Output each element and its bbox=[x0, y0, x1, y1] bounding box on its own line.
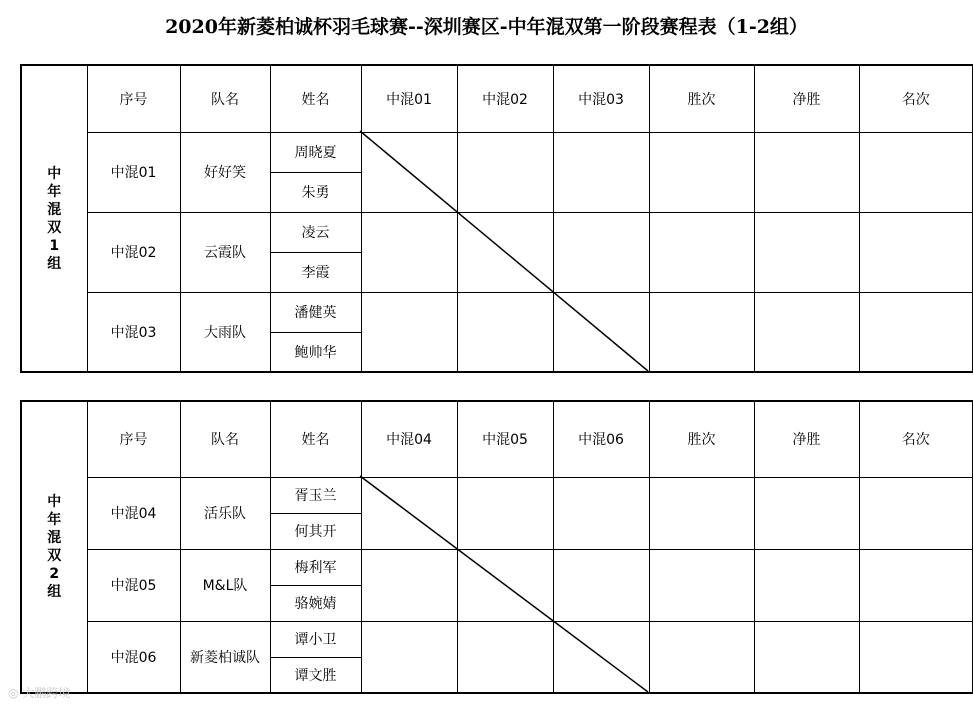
header-wins: 胜次 bbox=[649, 401, 754, 477]
header-rank: 名次 bbox=[859, 65, 973, 132]
net-cell bbox=[754, 132, 859, 212]
player-name: 谭文胜 bbox=[270, 657, 361, 693]
player-name: 凌云 bbox=[270, 212, 361, 252]
header-no: 序号 bbox=[87, 401, 180, 477]
net-cell bbox=[754, 292, 859, 372]
wins-cell bbox=[649, 549, 754, 621]
team-no: 中混05 bbox=[87, 549, 180, 621]
team-no: 中混01 bbox=[87, 132, 180, 212]
score-cell bbox=[553, 477, 649, 549]
rank-cell bbox=[859, 132, 973, 212]
score-cell bbox=[361, 132, 457, 212]
player-name: 朱勇 bbox=[270, 172, 361, 212]
score-cell bbox=[361, 212, 457, 292]
header-opponent-1: 中混01 bbox=[361, 65, 457, 132]
wins-cell bbox=[649, 132, 754, 212]
score-cell bbox=[361, 292, 457, 372]
page-title: 2020年新菱柏诚杯羽毛球赛--深圳赛区-中年混双第一阶段赛程表（1-2组） bbox=[165, 16, 808, 38]
header-opponent-3: 中混03 bbox=[553, 65, 649, 132]
score-cell bbox=[553, 621, 649, 693]
header-team: 队名 bbox=[180, 65, 270, 132]
header-opponent-2: 中混02 bbox=[457, 65, 553, 132]
score-cell bbox=[457, 292, 553, 372]
score-cell bbox=[361, 621, 457, 693]
rank-cell bbox=[859, 621, 973, 693]
team-name: 好好笑 bbox=[180, 132, 270, 212]
wins-cell bbox=[649, 621, 754, 693]
header-team: 队名 bbox=[180, 401, 270, 477]
header-wins: 胜次 bbox=[649, 65, 754, 132]
team-no: 中混06 bbox=[87, 621, 180, 693]
score-cell bbox=[361, 549, 457, 621]
wins-cell bbox=[649, 212, 754, 292]
header-opponent-2: 中混05 bbox=[457, 401, 553, 477]
player-name: 梅利军 bbox=[270, 549, 361, 585]
player-name: 周晓夏 bbox=[270, 132, 361, 172]
header-rank: 名次 bbox=[859, 401, 973, 477]
player-name: 何其开 bbox=[270, 513, 361, 549]
header-no: 序号 bbox=[87, 65, 180, 132]
watermark bbox=[8, 684, 70, 701]
player-name: 李霞 bbox=[270, 252, 361, 292]
rank-cell bbox=[859, 292, 973, 372]
team-name: 云霞队 bbox=[180, 212, 270, 292]
team-no: 中混04 bbox=[87, 477, 180, 549]
score-cell bbox=[457, 621, 553, 693]
score-cell bbox=[553, 292, 649, 372]
score-cell bbox=[553, 212, 649, 292]
team-name: M&L队 bbox=[180, 549, 270, 621]
header-opponent-3: 中混06 bbox=[553, 401, 649, 477]
team-name: 新菱柏诚队 bbox=[180, 621, 270, 693]
net-cell bbox=[754, 477, 859, 549]
group-1-table bbox=[20, 64, 973, 373]
score-cell bbox=[457, 132, 553, 212]
watermark-text: 大鹏跨境 bbox=[22, 686, 71, 700]
header-name: 姓名 bbox=[270, 401, 361, 477]
weibo-icon: ◎ bbox=[8, 686, 19, 700]
header-name: 姓名 bbox=[270, 65, 361, 132]
team-no: 中混03 bbox=[87, 292, 180, 372]
score-cell bbox=[457, 212, 553, 292]
header-opponent-1: 中混04 bbox=[361, 401, 457, 477]
team-no: 中混02 bbox=[87, 212, 180, 292]
player-name: 谭小卫 bbox=[270, 621, 361, 657]
rank-cell bbox=[859, 477, 973, 549]
player-name: 鲍帅华 bbox=[270, 332, 361, 372]
player-name: 胥玉兰 bbox=[270, 477, 361, 513]
wins-cell bbox=[649, 292, 754, 372]
team-name: 活乐队 bbox=[180, 477, 270, 549]
player-name: 潘健英 bbox=[270, 292, 361, 332]
net-cell bbox=[754, 549, 859, 621]
group-1-label: 中 年 混 双 1 组 bbox=[21, 65, 87, 372]
score-cell bbox=[457, 549, 553, 621]
wins-cell bbox=[649, 477, 754, 549]
group-2-label: 中 年 混 双 2 组 bbox=[21, 401, 87, 693]
player-name: 骆婉婧 bbox=[270, 585, 361, 621]
score-cell bbox=[553, 549, 649, 621]
team-name: 大雨队 bbox=[180, 292, 270, 372]
score-cell bbox=[457, 477, 553, 549]
net-cell bbox=[754, 212, 859, 292]
score-cell bbox=[361, 477, 457, 549]
net-cell bbox=[754, 621, 859, 693]
rank-cell bbox=[859, 549, 973, 621]
group-2-table bbox=[20, 400, 973, 694]
rank-cell bbox=[859, 212, 973, 292]
header-net: 净胜 bbox=[754, 401, 859, 477]
score-cell bbox=[553, 132, 649, 212]
header-net: 净胜 bbox=[754, 65, 859, 132]
